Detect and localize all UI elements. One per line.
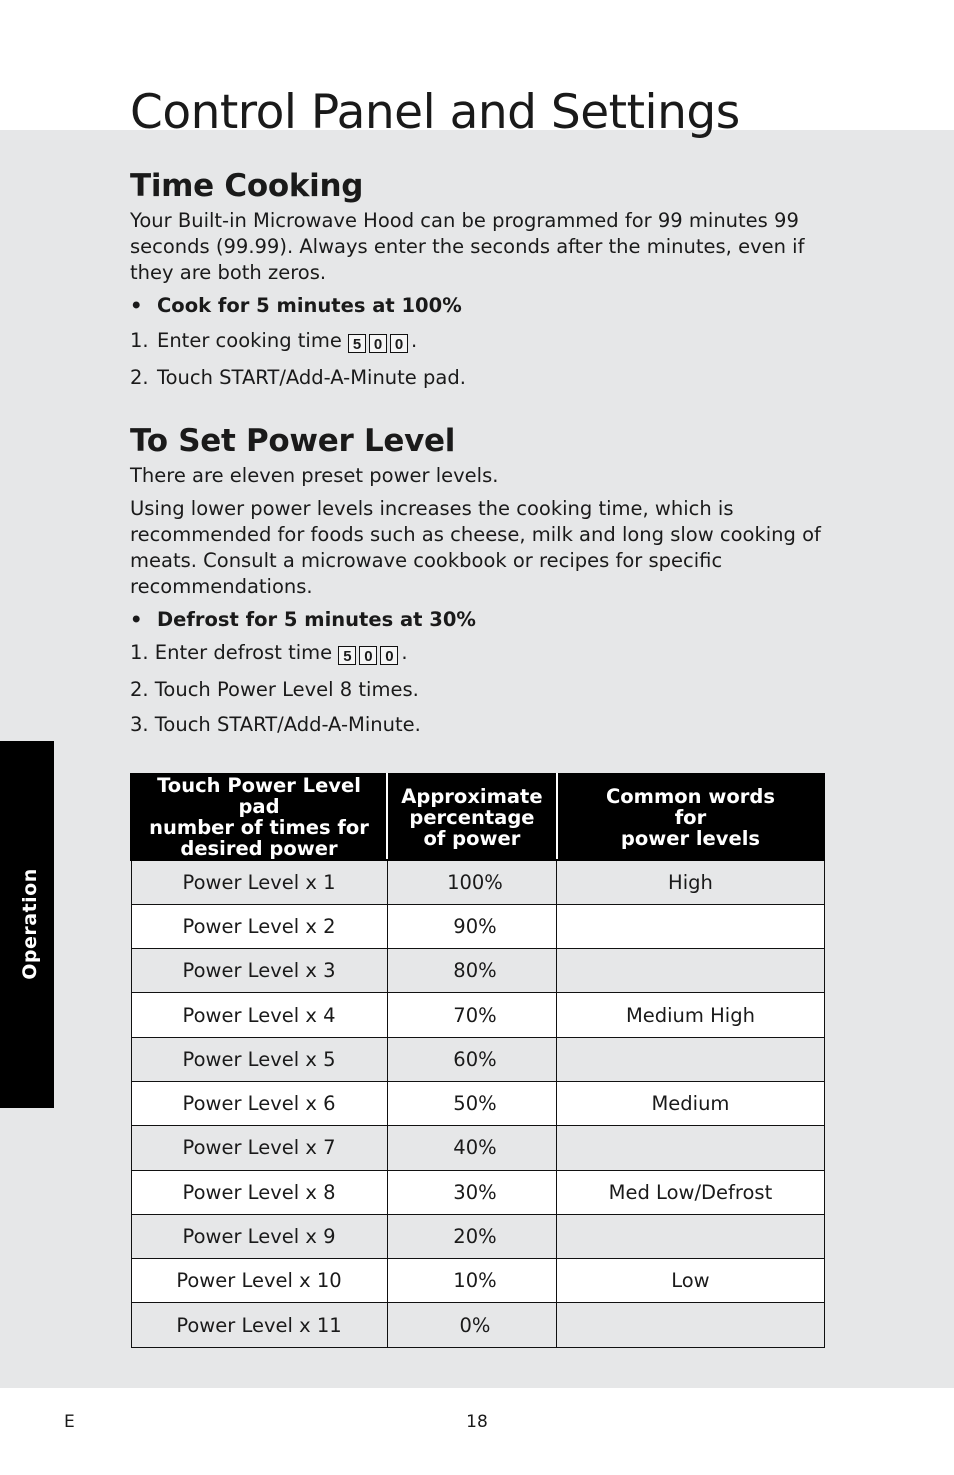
bullet-icon: • [130,294,143,317]
time-cooking-heading: Time Cooking [130,168,364,204]
key-icon: 0 [369,334,387,353]
key-icon: 5 [348,334,366,353]
power-level-intro-1: There are eleven preset power levels. [130,464,499,487]
key-icon: 5 [338,646,356,665]
time-cooking-bullet: • Cook for 5 minutes at 100% [130,294,462,317]
table-row: Power Level x 5 60% [131,1037,824,1081]
key-icon: 0 [359,646,377,665]
time-cooking-intro: Your Built-in Microwave Hood can be programmed for 99 minutes 99 seconds (99.99). Always enter the seconds after the minutes, even if they are both zeros. [130,209,805,284]
footer-language-letter: E [64,1412,75,1432]
table-row: Power Level x 1 100% High [131,860,824,904]
header-percentage: Approximate percentage of power [387,774,557,860]
side-tab-label: Operation [19,868,41,980]
keypad-entry [338,642,401,668]
page-number: 18 [466,1412,488,1432]
power-level-intro-2: Using lower power levels increases the cooking time, which is recommended for foods such as cheese, milk and long slow cooking of meats. Consult a microwave cookbook or recipes for specific recommendations. [130,497,821,598]
time-cooking-step-1: 1. Enter cooking time 5 0 0 . [130,328,825,356]
keypad-entry [348,330,411,356]
table-row: Power Level x 3 80% [131,949,824,993]
header-touch-pad: Touch Power Level pad number of times for desired power [131,774,387,860]
power-level-step-3: 3. Touch START/Add-A-Minute. [130,713,421,736]
table-row: Power Level x 9 20% [131,1214,824,1258]
key-icon: 0 [390,334,408,353]
table-header-row [131,774,824,860]
table-row: Power Level x 4 70% Medium High [131,993,824,1037]
table-row: Power Level x 10 10% Low [131,1259,824,1303]
power-level-table [130,773,825,1348]
power-level-step-2: 2. Touch Power Level 8 times. [130,678,419,701]
table-row: Power Level x 11 0% [131,1303,824,1347]
table-row: Power Level x 2 90% [131,904,824,948]
table-row: Power Level x 7 40% [131,1126,824,1170]
main-content [130,164,825,738]
header-common-words: Common words for power levels [557,774,824,860]
power-level-bullet: • Defrost for 5 minutes at 30% [130,608,476,631]
page-title: Control Panel and Settings [130,85,740,140]
table-row: Power Level x 6 50% Medium [131,1081,824,1125]
key-icon: 0 [380,646,398,665]
power-level-heading: To Set Power Level [130,423,456,459]
bullet-icon: • [130,608,143,631]
table-row: Power Level x 8 30% Med Low/Defrost [131,1170,824,1214]
power-level-step-1: 1. Enter defrost time 5 0 0 . [130,640,825,668]
time-cooking-step-2: 2. Touch START/Add-A-Minute pad. [130,366,466,389]
